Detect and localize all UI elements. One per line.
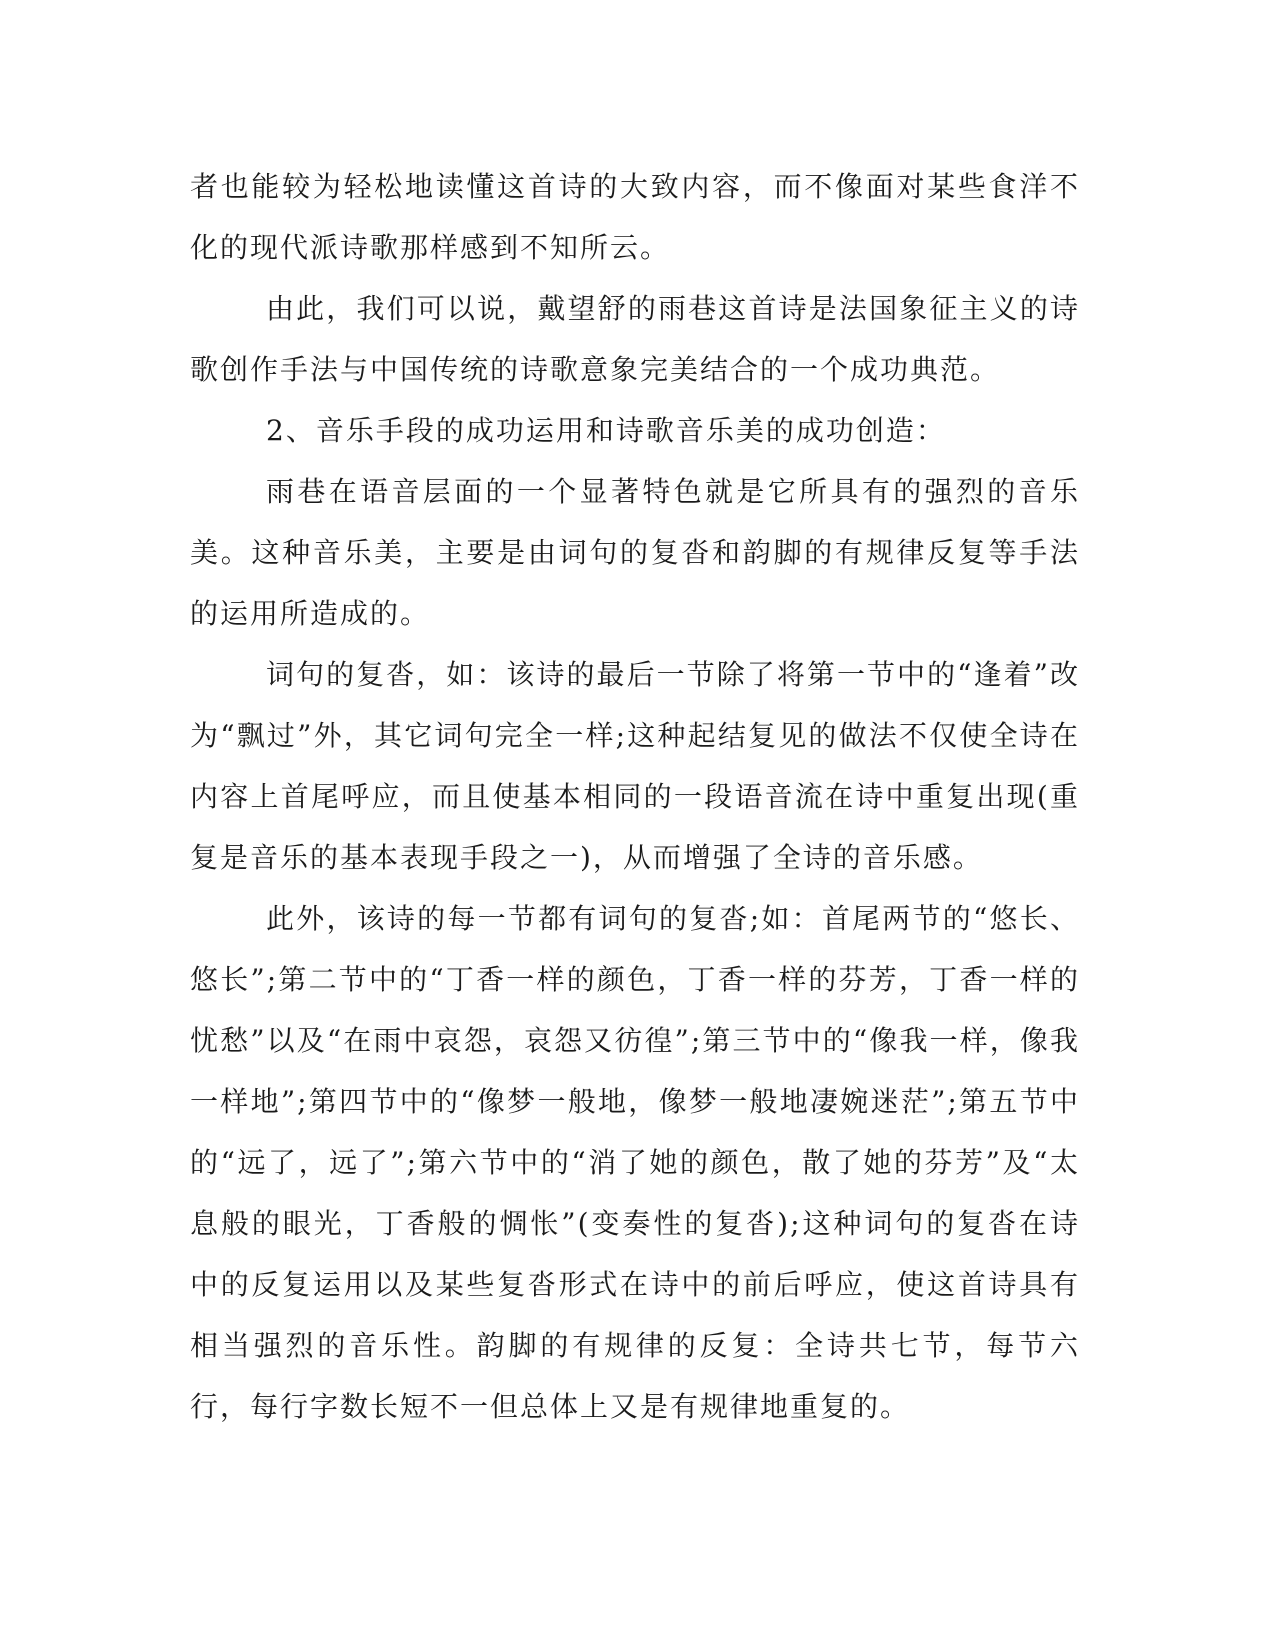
paragraph-5: 词句的复沓，如：该诗的最后一节除了将第一节中的“逢着”改为“飘过”外，其它词句完全一样;这种起结复见的做法不仅使全诗在内容上首尾呼应，而且使基本相同的一段语音流在诗中重复出现(重复是音乐的基本表现手段之一)，从而增强了全诗的音乐感。	[190, 658, 1080, 874]
paragraph-4: 雨巷在语音层面的一个显著特色就是它所具有的强烈的音乐美。这种音乐美，主要是由词句的复沓和韵脚的有规律反复等手法的运用所造成的。	[190, 475, 1080, 630]
paragraph-2: 由此，我们可以说，戴望舒的雨巷这首诗是法国象征主义的诗歌创作手法与中国传统的诗歌意象完美结合的一个成功典范。	[190, 292, 1080, 386]
body-text	[190, 156, 1080, 1437]
paragraph-6: 此外，该诗的每一节都有词句的复沓;如：首尾两节的“悠长、悠长”;第二节中的“丁香一样的颜色，丁香一样的芬芳，丁香一样的忧愁”以及“在雨中哀怨，哀怨又彷徨”;第三节中的“像我一样，像我一样地”;第四节中的“像梦一般地，像梦一般地凄婉迷茫”;第五节中的“远了，远了”;第六节中的“消了她的颜色，散了她的芬芳”及“太息般的眼光，丁香般的惆怅”(变奏性的复沓);这种词句的复沓在诗中的反复运用以及某些复沓形式在诗中的前后呼应，使这首诗具有相当强烈的音乐性。韵脚的有规律的反复：全诗共七节，每节六行，每行字数长短不一但总体上又是有规律地重复的。	[190, 902, 1080, 1423]
paragraph-3-heading: 2、音乐手段的成功运用和诗歌音乐美的成功创造：	[266, 414, 946, 447]
paragraph-1: 者也能较为轻松地读懂这首诗的大致内容，而不像面对某些食洋不化的现代派诗歌那样感到不知所云。	[190, 170, 1080, 264]
